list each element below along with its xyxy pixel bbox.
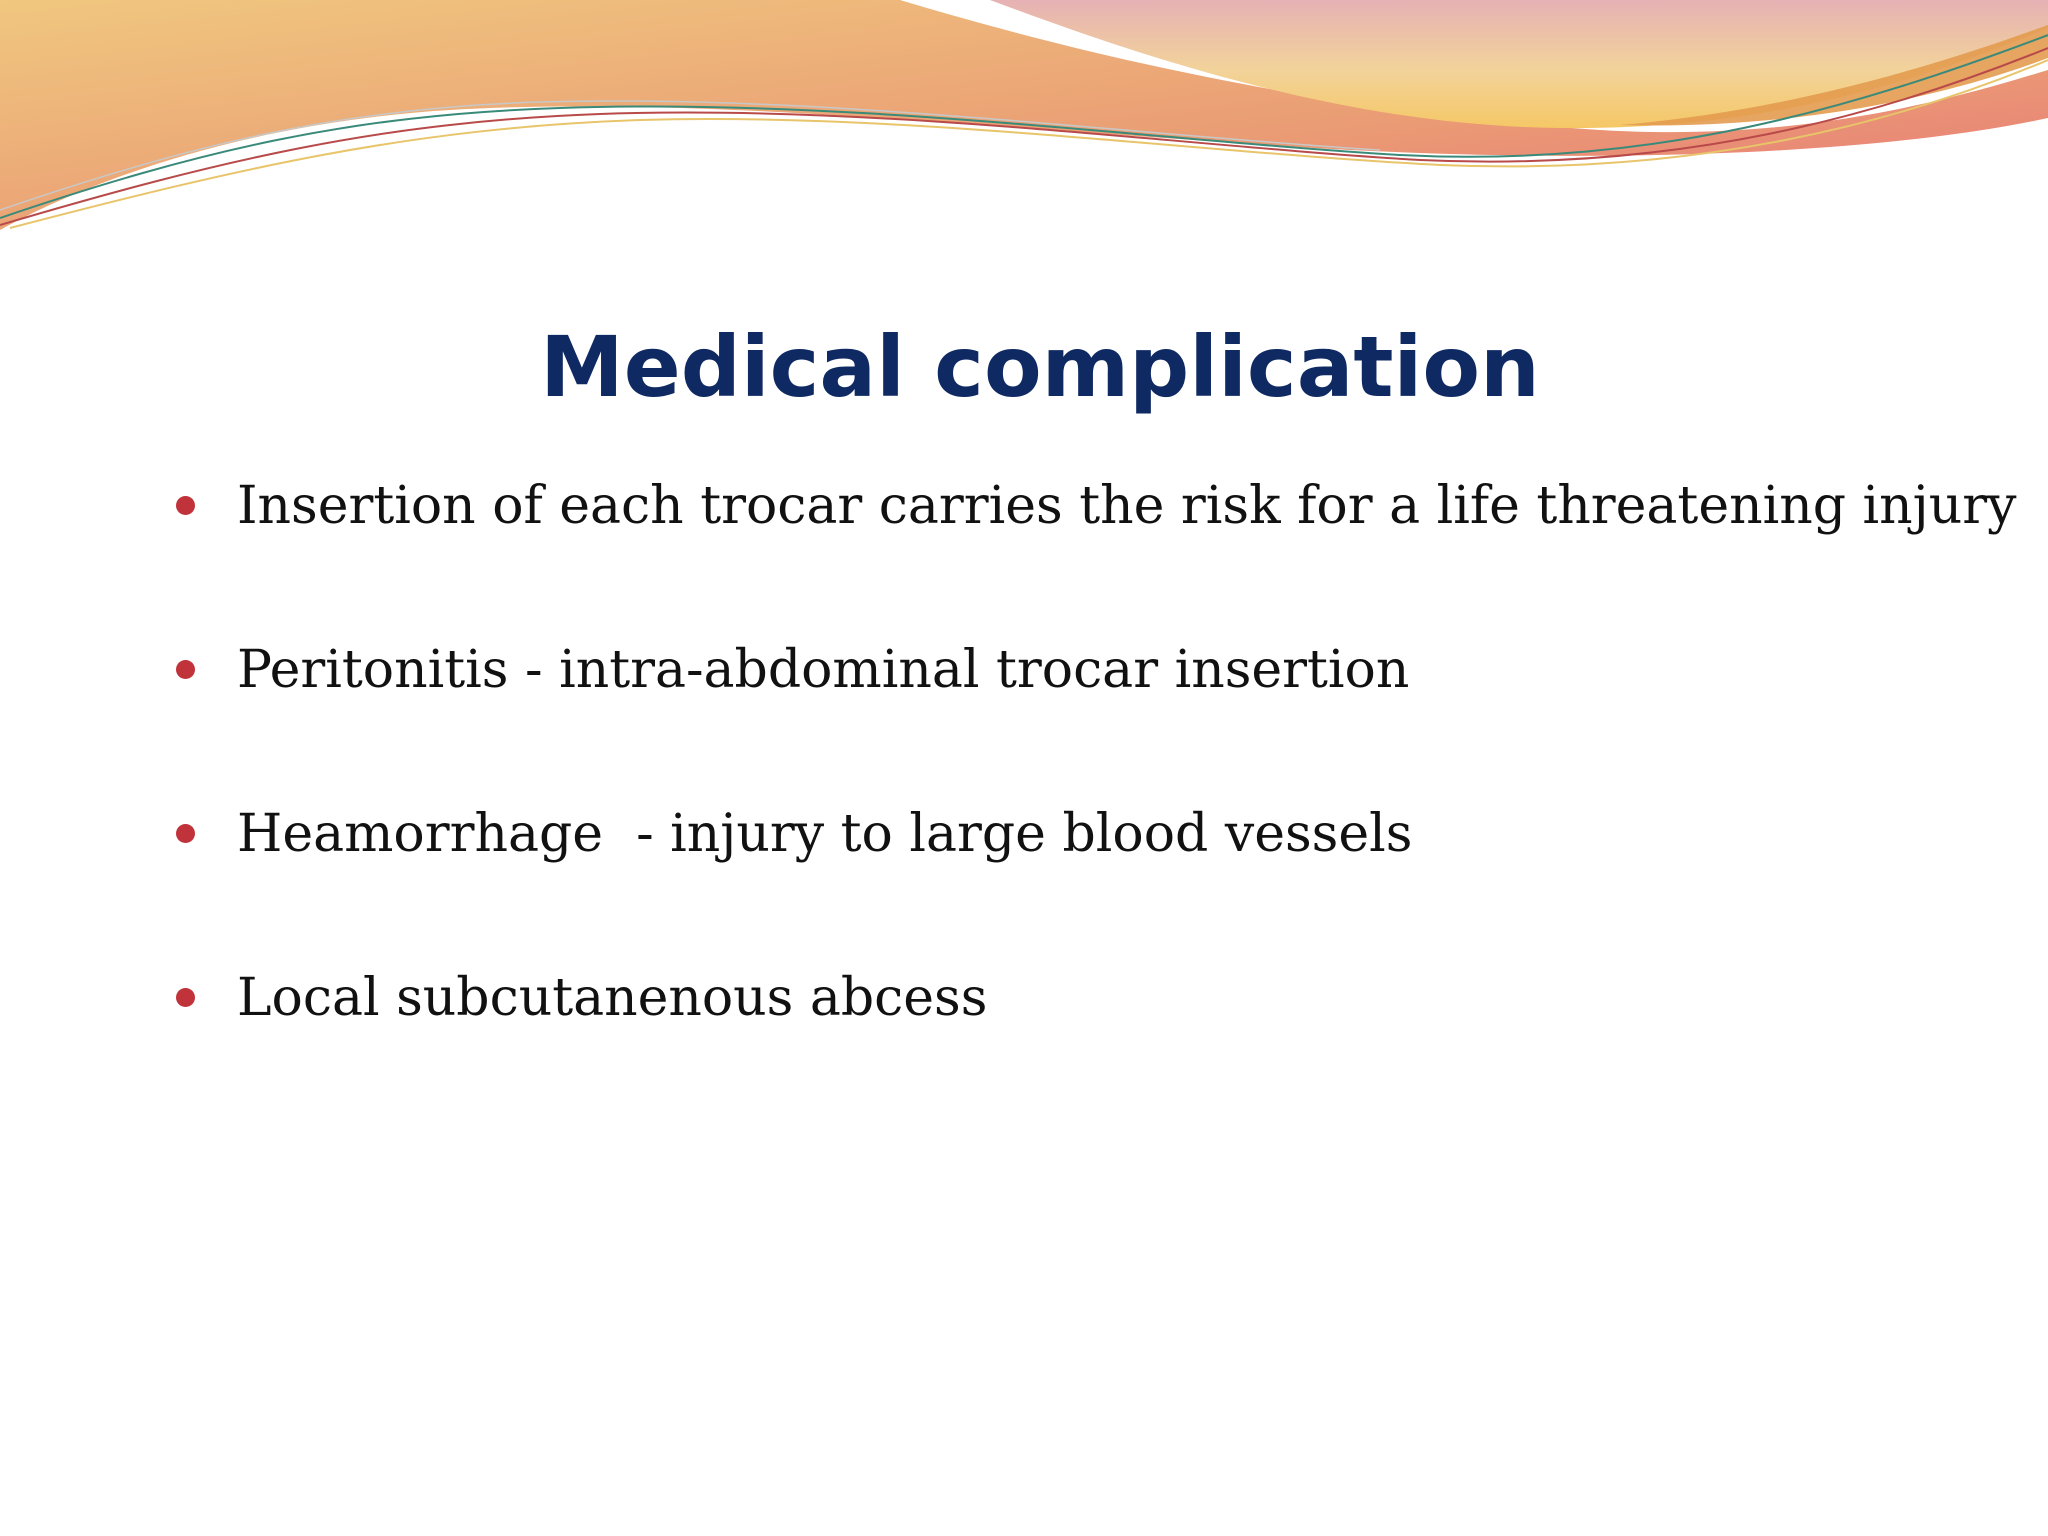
decorative-wave-header [0, 0, 2048, 240]
bullet-dot-icon [176, 988, 195, 1007]
bullet-text: Insertion of each trocar carries the risk for a life threatening injury [237, 476, 2017, 536]
list-item [176, 798, 1996, 962]
bullet-text: Heamorrhage - injury to large blood vessels [237, 804, 1413, 864]
bullet-dot-icon [176, 660, 195, 679]
list-item [176, 470, 2017, 634]
bullet-text: Local subcutanenous abcess [237, 968, 988, 1028]
list-item [176, 962, 1996, 1126]
slide-title: Medical complication [540, 318, 1540, 416]
bullet-list [176, 470, 2017, 1126]
bullet-text: Peritonitis - intra-abdominal trocar insertion [237, 640, 1410, 700]
list-item [176, 634, 1996, 798]
bullet-dot-icon [176, 496, 195, 515]
bullet-dot-icon [176, 824, 195, 843]
